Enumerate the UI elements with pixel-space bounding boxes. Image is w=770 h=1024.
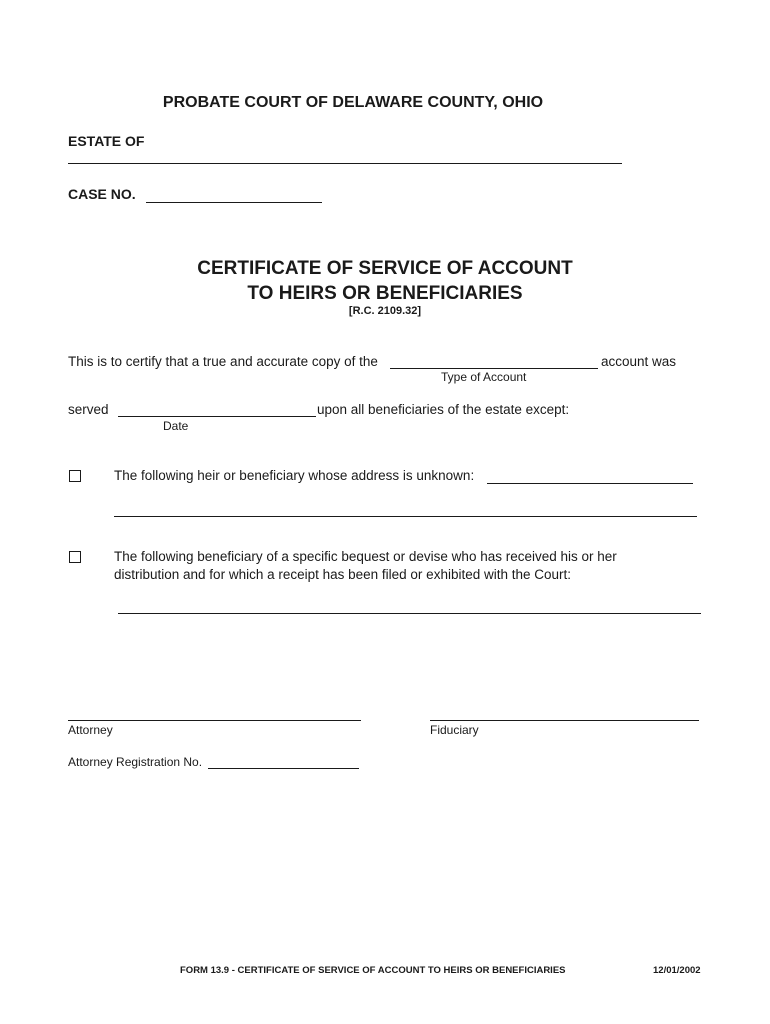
estate-label: ESTATE OF <box>68 133 145 149</box>
specific-bequest-name-field[interactable] <box>118 613 701 614</box>
specific-bequest-checkbox[interactable] <box>69 551 81 563</box>
case-label: CASE NO. <box>68 186 136 202</box>
unknown-address-checkbox[interactable] <box>69 470 81 482</box>
specific-bequest-text-line1: The following beneficiary of a specific bequest or devise who has received his or her <box>114 549 617 564</box>
fiduciary-signature-field[interactable] <box>430 720 699 721</box>
court-name: PROBATE COURT OF DELAWARE COUNTY, OHIO <box>162 94 544 111</box>
form-title-line1: CERTIFICATE OF SERVICE OF ACCOUNT <box>197 258 573 279</box>
case-number-field[interactable] <box>146 202 322 203</box>
unknown-address-continuation-field[interactable] <box>114 516 697 517</box>
account-type-field[interactable] <box>390 368 598 369</box>
form-revision-date: 12/01/2002 <box>653 965 701 976</box>
date-caption: Date <box>163 419 189 433</box>
fiduciary-label: Fiduciary <box>430 723 479 737</box>
unknown-address-name-field[interactable] <box>487 483 693 484</box>
registration-label: Attorney Registration No. <box>68 755 203 769</box>
served-date-field[interactable] <box>118 416 316 417</box>
attorney-label: Attorney <box>68 723 113 737</box>
specific-bequest-text-line2: distribution and for which a receipt has been filed or exhibited with the Court: <box>114 567 572 582</box>
served-rest-text: upon all beneficiaries of the estate except: <box>317 402 570 417</box>
registration-number-field[interactable] <box>208 768 359 769</box>
certify-text: This is to certify that a true and accurate copy of the <box>68 354 378 369</box>
account-type-caption: Type of Account <box>441 370 527 384</box>
form-footer: FORM 13.9 - CERTIFICATE OF SERVICE OF ACCOUNT TO HEIRS OR BENEFICIARIES <box>180 965 566 976</box>
attorney-signature-field[interactable] <box>68 720 361 721</box>
estate-name-field[interactable] <box>68 163 622 164</box>
unknown-address-text: The following heir or beneficiary whose address is unknown: <box>114 468 475 483</box>
served-label: served <box>68 402 109 417</box>
statute-reference: [R.C. 2109.32] <box>348 305 422 317</box>
form-title-line2: TO HEIRS OR BENEFICIARIES <box>247 283 523 304</box>
certify-text-end: account was <box>601 354 677 369</box>
